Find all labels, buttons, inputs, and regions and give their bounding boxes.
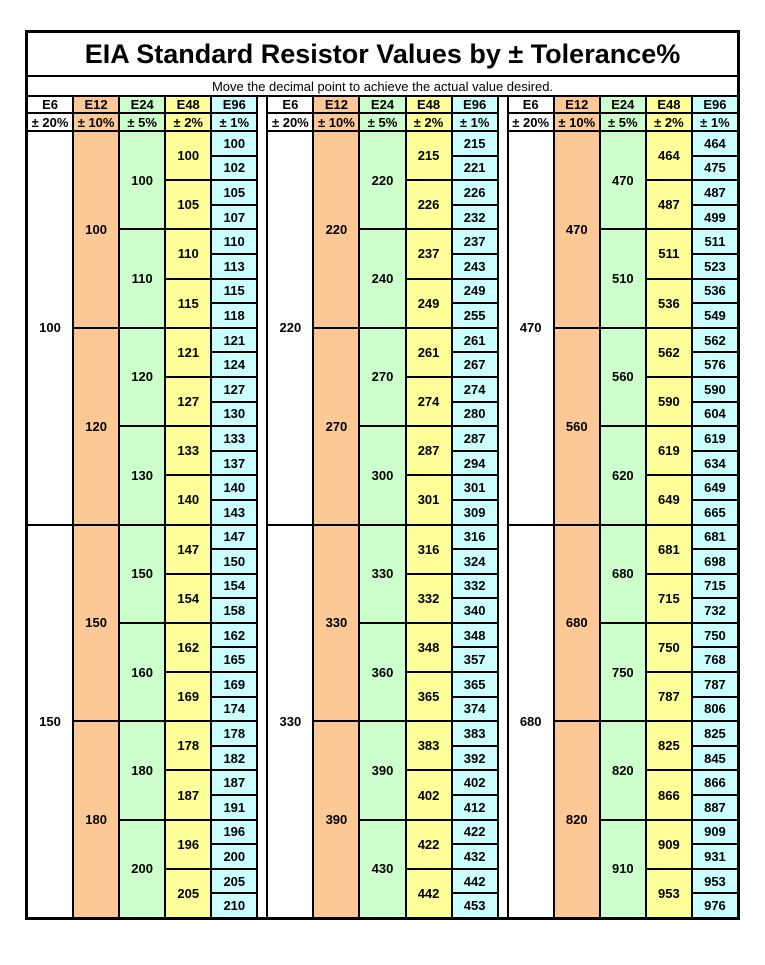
resistor-value-e48: 402 [407, 771, 451, 818]
column-header-e6: E6 [268, 97, 312, 112]
resistor-value-e12: 120 [74, 329, 118, 524]
resistor-value-e96: 182 [212, 747, 256, 770]
resistor-value-e96: 115 [212, 280, 256, 303]
resistor-value-e96: 576 [693, 353, 737, 376]
resistor-value-e48: 215 [407, 132, 451, 179]
column-header-e96: E96 [212, 97, 256, 112]
resistor-value-e48: 115 [166, 280, 210, 327]
tolerance-header-e6: ± 20% [28, 114, 72, 130]
resistor-value-e48: 187 [166, 771, 210, 818]
resistor-value-e96: 215 [453, 132, 497, 155]
resistor-value-e48: 133 [166, 427, 210, 474]
resistor-value-e48: 866 [647, 771, 691, 818]
resistor-value-e48: 590 [647, 378, 691, 425]
resistor-value-e96: 442 [453, 870, 497, 893]
resistor-value-e48: 205 [166, 870, 210, 917]
resistor-value-e24: 510 [601, 230, 645, 326]
resistor-value-e96: 261 [453, 329, 497, 352]
resistor-value-e96: 162 [212, 624, 256, 647]
resistor-value-e96: 249 [453, 280, 497, 303]
resistor-value-e48: 237 [407, 230, 451, 277]
resistor-value-e48: 178 [166, 722, 210, 769]
resistor-value-e24: 240 [360, 230, 404, 326]
column-header-e6: E6 [509, 97, 553, 112]
resistor-value-e24: 150 [120, 526, 164, 622]
resistor-value-e48: 249 [407, 280, 451, 327]
resistor-value-e96: 475 [693, 157, 737, 180]
resistor-value-e48: 422 [407, 821, 451, 868]
resistor-value-e6: 220 [268, 132, 312, 524]
column-header-e24: E24 [120, 97, 164, 112]
resistor-value-e96: 140 [212, 476, 256, 499]
resistor-value-e96: 130 [212, 403, 256, 426]
resistor-value-e48: 110 [166, 230, 210, 277]
resistor-value-e48: 909 [647, 821, 691, 868]
resistor-value-e96: 412 [453, 796, 497, 819]
tolerance-header-e96: ± 1% [453, 114, 497, 130]
resistor-value-e96: 110 [212, 230, 256, 253]
resistor-value-e96: 604 [693, 403, 737, 426]
resistor-value-e6: 680 [509, 526, 553, 918]
resistor-value-e96: 340 [453, 599, 497, 622]
resistor-value-e24: 120 [120, 329, 164, 425]
resistor-value-e48: 464 [647, 132, 691, 179]
resistor-value-e96: 118 [212, 304, 256, 327]
column-header-e24: E24 [360, 97, 404, 112]
resistor-value-e12: 470 [555, 132, 599, 327]
resistor-value-e24: 160 [120, 624, 164, 720]
resistor-value-e96: 487 [693, 181, 737, 204]
resistor-value-e6: 330 [268, 526, 312, 918]
column-header-e6: E6 [28, 97, 72, 112]
resistor-value-e96: 523 [693, 255, 737, 278]
resistor-value-e96: 549 [693, 304, 737, 327]
resistor-value-e96: 316 [453, 526, 497, 549]
resistor-value-e12: 150 [74, 526, 118, 721]
resistor-value-e96: 357 [453, 648, 497, 671]
resistor-value-e24: 270 [360, 329, 404, 425]
resistor-value-e24: 680 [601, 526, 645, 622]
resistor-value-e96: 976 [693, 894, 737, 917]
resistor-value-e96: 464 [693, 132, 737, 155]
resistor-value-e96: 124 [212, 353, 256, 376]
resistor-value-e48: 140 [166, 476, 210, 523]
resistor-value-e12: 220 [314, 132, 358, 327]
tolerance-header-e96: ± 1% [212, 114, 256, 130]
resistor-value-e24: 300 [360, 427, 404, 523]
resistor-value-e96: 267 [453, 353, 497, 376]
resistor-value-e96: 365 [453, 673, 497, 696]
tolerance-header-e48: ± 2% [166, 114, 210, 130]
resistor-value-e48: 825 [647, 722, 691, 769]
column-header-e96: E96 [453, 97, 497, 112]
resistor-value-e96: 422 [453, 821, 497, 844]
resistor-value-e96: 169 [212, 673, 256, 696]
tolerance-header-e24: ± 5% [120, 114, 164, 130]
resistor-value-e96: 453 [453, 894, 497, 917]
resistor-value-e48: 681 [647, 526, 691, 573]
resistor-value-e48: 274 [407, 378, 451, 425]
resistor-value-e48: 365 [407, 673, 451, 720]
resistor-value-e96: 102 [212, 157, 256, 180]
resistor-value-e48: 715 [647, 575, 691, 622]
resistor-value-e96: 845 [693, 747, 737, 770]
resistor-value-e24: 180 [120, 722, 164, 818]
resistor-value-e96: 511 [693, 230, 737, 253]
resistor-value-e96: 619 [693, 427, 737, 450]
resistor-value-e96: 178 [212, 722, 256, 745]
column-header-e96: E96 [693, 97, 737, 112]
resistor-value-e48: 332 [407, 575, 451, 622]
resistor-value-e96: 191 [212, 796, 256, 819]
resistor-value-e96: 113 [212, 255, 256, 278]
tolerance-header-e6: ± 20% [268, 114, 312, 130]
tolerance-header-e6: ± 20% [509, 114, 553, 130]
resistor-value-e96: 750 [693, 624, 737, 647]
resistor-value-e6: 150 [28, 526, 72, 918]
resistor-value-e48: 442 [407, 870, 451, 917]
resistor-value-e96: 121 [212, 329, 256, 352]
resistor-value-e96: 536 [693, 280, 737, 303]
resistor-value-e96: 634 [693, 452, 737, 475]
resistor-value-e12: 680 [555, 526, 599, 721]
resistor-value-e96: 158 [212, 599, 256, 622]
resistor-value-e48: 619 [647, 427, 691, 474]
resistor-value-e24: 390 [360, 722, 404, 818]
resistor-value-e48: 953 [647, 870, 691, 917]
resistor-value-e48: 316 [407, 526, 451, 573]
resistor-value-e96: 210 [212, 894, 256, 917]
resistor-value-e96: 590 [693, 378, 737, 401]
resistor-value-e24: 360 [360, 624, 404, 720]
resistor-value-e96: 887 [693, 796, 737, 819]
column-header-e24: E24 [601, 97, 645, 112]
resistor-value-e96: 301 [453, 476, 497, 499]
resistor-value-e96: 953 [693, 870, 737, 893]
resistor-value-e48: 226 [407, 181, 451, 228]
resistor-value-e96: 909 [693, 821, 737, 844]
resistor-value-e96: 309 [453, 501, 497, 524]
column-header-e12: E12 [555, 97, 599, 112]
resistor-value-e96: 392 [453, 747, 497, 770]
resistor-value-e96: 187 [212, 771, 256, 794]
resistor-value-e24: 620 [601, 427, 645, 523]
subtitle: Move the decimal point to achieve the actual value desired. [28, 77, 737, 95]
resistor-value-e96: 127 [212, 378, 256, 401]
tolerance-header-e12: ± 10% [314, 114, 358, 130]
resistor-value-e96: 280 [453, 403, 497, 426]
resistor-value-e96: 232 [453, 206, 497, 229]
resistor-value-e24: 100 [120, 132, 164, 228]
resistor-value-e6: 100 [28, 132, 72, 524]
resistor-value-e24: 560 [601, 329, 645, 425]
resistor-value-e96: 732 [693, 599, 737, 622]
resistor-value-e96: 274 [453, 378, 497, 401]
resistor-value-e12: 180 [74, 722, 118, 917]
resistor-value-e96: 205 [212, 870, 256, 893]
resistor-value-e96: 150 [212, 550, 256, 573]
column-header-e48: E48 [647, 97, 691, 112]
resistor-value-e48: 100 [166, 132, 210, 179]
resistor-value-e96: 165 [212, 648, 256, 671]
resistor-value-e96: 200 [212, 845, 256, 868]
resistor-values-sheet [25, 30, 740, 920]
panel-separator [499, 97, 507, 917]
tolerance-header-e24: ± 5% [601, 114, 645, 130]
resistor-value-e96: 137 [212, 452, 256, 475]
resistor-value-e24: 470 [601, 132, 645, 228]
resistor-value-e96: 255 [453, 304, 497, 327]
column-header-e12: E12 [74, 97, 118, 112]
resistor-value-e12: 390 [314, 722, 358, 917]
resistor-value-e96: 649 [693, 476, 737, 499]
resistor-value-e96: 221 [453, 157, 497, 180]
resistor-value-e96: 866 [693, 771, 737, 794]
resistor-value-e96: 100 [212, 132, 256, 155]
resistor-value-e12: 560 [555, 329, 599, 524]
resistor-value-e96: 105 [212, 181, 256, 204]
resistor-value-e48: 105 [166, 181, 210, 228]
resistor-value-e96: 324 [453, 550, 497, 573]
column-header-e48: E48 [407, 97, 451, 112]
page-title: EIA Standard Resistor Values by ± Tolerance% [28, 33, 737, 75]
resistor-value-e48: 511 [647, 230, 691, 277]
resistor-value-e48: 787 [647, 673, 691, 720]
resistor-value-e24: 430 [360, 821, 404, 917]
resistor-value-e96: 383 [453, 722, 497, 745]
column-header-e48: E48 [166, 97, 210, 112]
column-header-e12: E12 [314, 97, 358, 112]
tolerance-header-e48: ± 2% [407, 114, 451, 130]
resistor-value-e24: 200 [120, 821, 164, 917]
resistor-value-e48: 383 [407, 722, 451, 769]
resistor-value-e96: 226 [453, 181, 497, 204]
resistor-value-e48: 649 [647, 476, 691, 523]
resistor-value-e12: 820 [555, 722, 599, 917]
resistor-value-e24: 910 [601, 821, 645, 917]
resistor-value-e48: 121 [166, 329, 210, 376]
resistor-value-e48: 154 [166, 575, 210, 622]
resistor-value-e96: 402 [453, 771, 497, 794]
tolerance-header-e12: ± 10% [555, 114, 599, 130]
resistor-value-e12: 270 [314, 329, 358, 524]
resistor-value-e24: 820 [601, 722, 645, 818]
resistor-table [28, 97, 737, 917]
resistor-value-e48: 162 [166, 624, 210, 671]
resistor-value-e96: 154 [212, 575, 256, 598]
resistor-value-e48: 348 [407, 624, 451, 671]
resistor-value-e48: 562 [647, 329, 691, 376]
resistor-value-e96: 499 [693, 206, 737, 229]
resistor-value-e96: 287 [453, 427, 497, 450]
resistor-value-e96: 698 [693, 550, 737, 573]
tolerance-header-e24: ± 5% [360, 114, 404, 130]
resistor-value-e6: 470 [509, 132, 553, 524]
resistor-value-e48: 301 [407, 476, 451, 523]
resistor-value-e96: 562 [693, 329, 737, 352]
tolerance-header-e48: ± 2% [647, 114, 691, 130]
resistor-value-e96: 768 [693, 648, 737, 671]
resistor-value-e48: 147 [166, 526, 210, 573]
resistor-value-e96: 825 [693, 722, 737, 745]
tolerance-header-e96: ± 1% [693, 114, 737, 130]
resistor-value-e96: 931 [693, 845, 737, 868]
resistor-value-e12: 100 [74, 132, 118, 327]
resistor-value-e96: 294 [453, 452, 497, 475]
resistor-value-e12: 330 [314, 526, 358, 721]
resistor-value-e24: 220 [360, 132, 404, 228]
resistor-value-e96: 243 [453, 255, 497, 278]
resistor-value-e96: 196 [212, 821, 256, 844]
resistor-value-e96: 806 [693, 698, 737, 721]
resistor-value-e48: 127 [166, 378, 210, 425]
resistor-value-e48: 196 [166, 821, 210, 868]
resistor-value-e96: 147 [212, 526, 256, 549]
resistor-value-e96: 332 [453, 575, 497, 598]
resistor-value-e24: 110 [120, 230, 164, 326]
resistor-value-e96: 715 [693, 575, 737, 598]
resistor-value-e96: 665 [693, 501, 737, 524]
resistor-value-e96: 143 [212, 501, 256, 524]
resistor-value-e96: 432 [453, 845, 497, 868]
panel-separator [258, 97, 266, 917]
resistor-value-e96: 174 [212, 698, 256, 721]
resistor-value-e96: 787 [693, 673, 737, 696]
resistor-value-e96: 348 [453, 624, 497, 647]
resistor-value-e24: 750 [601, 624, 645, 720]
resistor-value-e48: 750 [647, 624, 691, 671]
resistor-value-e96: 374 [453, 698, 497, 721]
resistor-value-e48: 169 [166, 673, 210, 720]
resistor-value-e96: 681 [693, 526, 737, 549]
resistor-value-e96: 107 [212, 206, 256, 229]
resistor-value-e96: 237 [453, 230, 497, 253]
resistor-value-e48: 261 [407, 329, 451, 376]
resistor-value-e48: 536 [647, 280, 691, 327]
resistor-value-e96: 133 [212, 427, 256, 450]
resistor-value-e48: 487 [647, 181, 691, 228]
resistor-value-e24: 130 [120, 427, 164, 523]
resistor-value-e48: 287 [407, 427, 451, 474]
tolerance-header-e12: ± 10% [74, 114, 118, 130]
resistor-value-e24: 330 [360, 526, 404, 622]
